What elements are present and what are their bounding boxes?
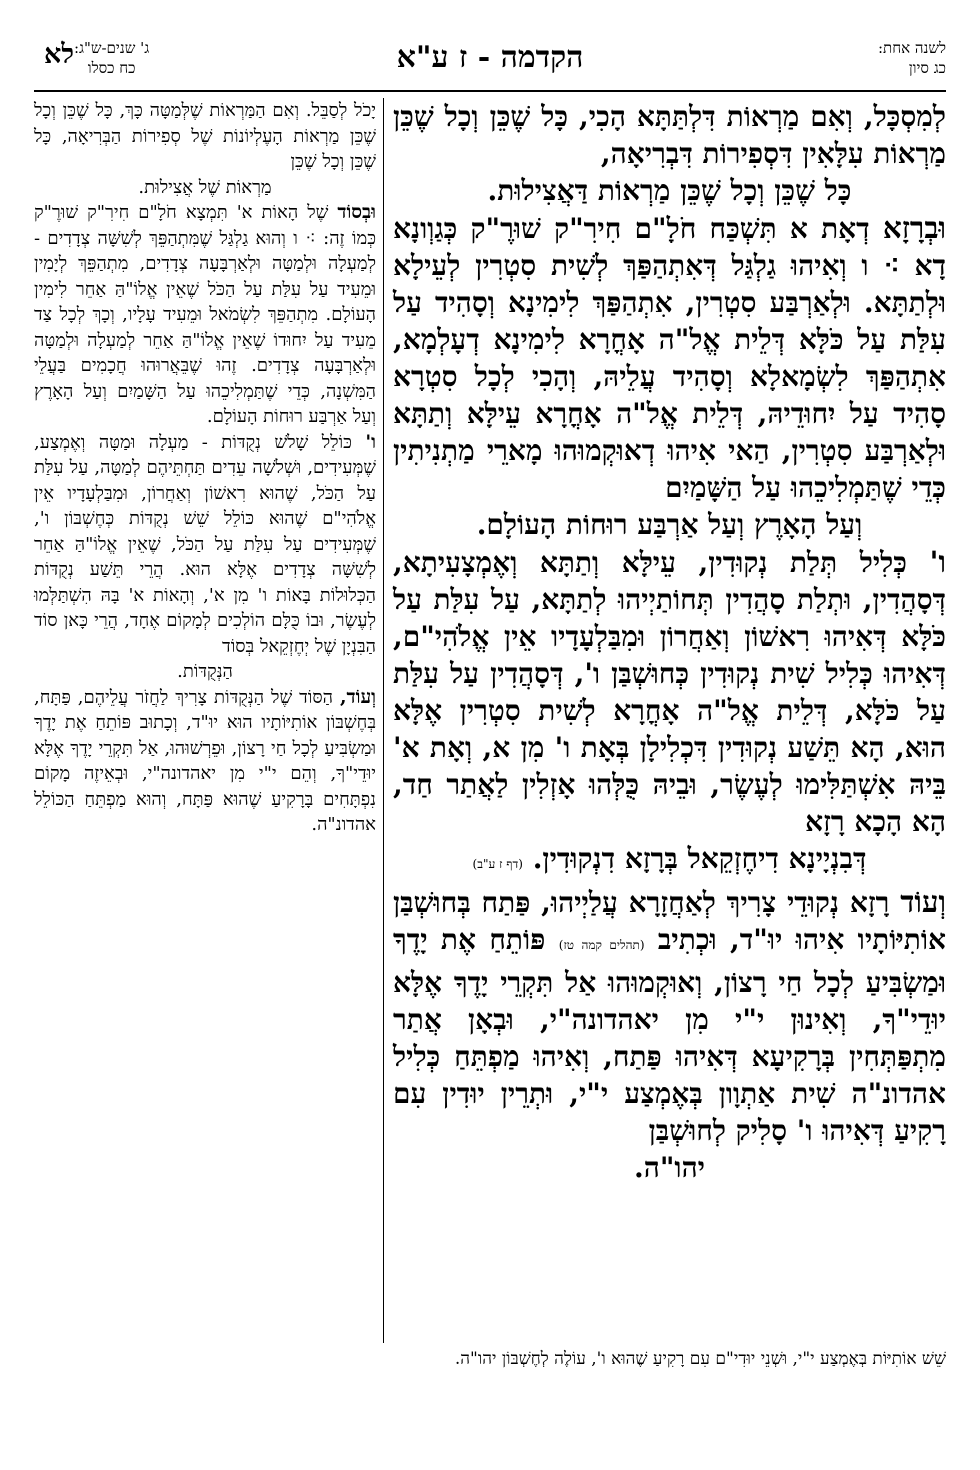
- main-paragraph-3-end-text: דְּבִנְיָינָא דִיחֶזְקֵאל בְּרָזָא דִנְקוּדִין.: [532, 842, 867, 875]
- header-folio-block: [34, 38, 149, 78]
- footnote: שֵׁשׁ אוֹתִיּוֹת בְּאֶמְצַע י"י, וּשְׁנֵי יוּדִי"ם עִם רָקִיעַ שֶׁהוּא ו', עוֹלֶה לְחֶשְׁבּוֹן יהו"ה.: [454, 1349, 946, 1369]
- main-paragraph-1-text: לְמִסְכָּל, וְאִם מַרְאוֹת דִּלְתַּתָּא הָכִי, כָּל שֶׁכֵּן וְכָל שֶׁכֵּן מַרְאוֹת עִלָּאִין דִּסְפִירוֹת דִּבְרִיאָה,: [393, 100, 946, 170]
- side-paragraph-2-lead: וּבְסוֹד: [337, 201, 376, 223]
- main-text-column: [393, 98, 946, 1186]
- main-paragraph-1-end: כָּל שֶׁכֵּן וְכָל שֶׁכֵּן מַרְאוֹת דַּאֲצִילוּת.: [487, 174, 852, 207]
- main-paragraph-4-lead: וְעוֹד: [900, 884, 946, 919]
- main-paragraph-4-continuation: פּוֹתֵחַ אֶת יָדֶךָ וּמַשְׂבִּיעַ לְכָל חַי רָצוֹן, וְאוּקְמוּהוּ אַל תִּקְרֵי יָדֶךָ אֶלָּא יוּדֵי"ךָ, וְאִינוּן י"י מִן יאהדונה"י, וּבְאָן אֲתַר מִתְפַּתְּחִין בְּרָקִיעָא דְּאִיהוּ פַּתַח, וְאִיהוּ מַפְתֵּחַ כְּלִיל אהדונ"ה שִׁית אַתְוָון בְּאֶמְצַע י"י, וּתְרֵין יוּדִין עִם רָקִיעַ דְּאִיהוּ ו' סָלִיק לְחוּשְׁבַּן: [393, 923, 946, 1147]
- page-number: לא: [44, 39, 74, 70]
- main-paragraph-4-text: רָזָא נְקוּדֵי צָרִיךְ לְאַחֲזָרָא עֲלַיְיהוּ, פַּתַח בְּחוּשְׁבַּן אוֹתִיּוֹתָיו אִיהוּ יוּ"ד, וּכְתִיב: [393, 886, 946, 956]
- side-paragraph-2: [34, 200, 376, 430]
- header-three-year-schedule: [74, 38, 149, 78]
- page-title: הקדמה - ז ע"א: [396, 40, 584, 75]
- side-paragraph-3-lead: ו': [365, 430, 376, 453]
- main-paragraph-2-text: דְאָת א תִּשְׁכַּח חֹלָ"ם חִירִ"ק שׁוּרֶ"ק כְּגַוְונָא דָא ⁖ ו וְאִיהוּ גַלְגַּל דְּאִתְהַפַּךְ לְשִׁית סִטְרִין לְעֵילָא וּלְתַתָּא. וּלְאַרְבַּע סִטְרִין, אִתְהַפַּךְ לִימִינָא וְסָהִיד עַל עִלַּת עַל כֹּלָּא דְּלֵית אֱל"ה אָחֳרָא לִימִינָא דְעָלְמָא, אִתְהַפַּךְ לִשְׂמָאלָא וְסָהִיד עֲלֵיהּ, וְהָכִי לְכָל סִטְרָא סָהִיד עַל יִחוּדֵיהּ, דְּלֵית אֱל"ה אָחֳרָא עֵילָּא וְתַתָּא וּלְאַרְבַּע סִטְרִין, הַאי אִיהוּ דְאוּקְמוּהוּ מָארֵי מַתְנִיתִין כְּדֵי שֶׁתַּמְלִיכֵהוּ עַל הַשָּׁמַיִם: [393, 212, 946, 504]
- main-paragraph-3-lead: ו': [929, 544, 946, 579]
- header-three-year-date: כח כסלו: [87, 59, 136, 77]
- side-paragraph-3: [34, 430, 376, 660]
- side-paragraph-4: [34, 685, 376, 838]
- main-paragraph-4-end: יהו"ה.: [633, 1151, 706, 1184]
- page-reference: (דף ז ע"ב): [472, 857, 523, 871]
- verse-reference: (תהלים קמה טז): [558, 938, 645, 952]
- side-paragraph-4-lead: וְעוֹד,: [339, 685, 376, 708]
- main-paragraph-2-end: וְעַל הָאָרֶץ וְעַל אַרְבַּע רוּחוֹת הָעוֹלָם.: [476, 508, 863, 541]
- header-rule: [34, 90, 946, 92]
- side-paragraph-4-text: הַסּוֹד שֶׁל הַנְּקֻדּוֹת צָרִיךְ לַחֲזֹר עֲלֵיהֶם, פַּתָּח, בְּחֶשְׁבּוֹן אוֹתִיּוֹתָיו הוּא יוּ"ד, וְכָתוּב פּוֹתֵחַ אֶת יָדֶךָ וּמַשְׂבִּיעַ לְכָל חַי רָצוֹן, וּפֵרְשׁוּהוּ, אַל תִּקְרֵי יָדֶךָ אֶלָּא יוּדֵי"ךָ, וְהֵם י"י מִן יאהדונה"י, וּבְאֵיזֶה מָקוֹם נִפְתָּחִים בָּרָקִיעַ שֶׁהוּא פַּתָּח, וְהוּא מַפְתֵּחַ הַכּוֹלֵל אהדונ"ה.: [34, 686, 376, 835]
- main-paragraph-3-end: [393, 840, 946, 883]
- main-paragraph-2-lead: וּבְרָזָא: [882, 210, 947, 245]
- main-paragraph-3: [393, 543, 946, 840]
- side-paragraph-1: יָכֹל לְסַבֵּל. וְאִם הַמַּרְאוֹת שֶׁלְּמַטָּה כָּךְ, כָּל שֶׁכֵּן וְכָל שֶׁכֵּן מַרְאוֹת הָעֶלְיוֹנוֹת שֶׁל סְפִירוֹת הַבְּרִיאָה, כָּל שֶׁכֵּן וְכָל שֶׁכֵּן: [34, 100, 376, 172]
- side-paragraph-1-end: מַרְאוֹת שֶׁל אֲצִילוּת.: [138, 176, 272, 198]
- column-divider: [383, 98, 384, 1343]
- main-paragraph-3-text: כְּלִיל תְּלַת נְקוּדִין, עֵילָּא וְתַתָּא וְאֶמְצָעִיתָא, דְּסָהֲדִין, וּתְלַת סָהֲדִין תְּחוֹתַיְיהוּ לְתַתָּא, עַל עִלַּת עַל כֹּלָּא דְּאִיהוּ רִאשׁוֹן וְאַחֲרוֹן וּמִבַּלְעָדָיו אֵין אֱלֹהִי"ם, דְּאִיהוּ כְּלִיל שִׁית נְקוּדִין כְּחוּשְׁבַּן ו', דְּסָהֲדִין עַל עִלַּת עַל כֹּלָּא, דְּלֵית אֱל"ה אָחֳרָא לְשִׁית סִטְרִין אֶלָּא הוּא, הָא תֵּשַׁע נְקוּדִין דִּכְלִילָן בְּאָת ו' מִן א, וְאָת א' בֵּיהּ אִשְׁתַּלִּימוּ לְעֶשֶׂר, וּבֵיהּ כֻּלְּהוּ אָזְלִין לַאֲתַר חַד, הָא הָכָא רָזָא: [393, 546, 946, 838]
- header-schedule-date: כג סיון: [908, 59, 946, 77]
- main-paragraph-2: [393, 209, 946, 506]
- side-paragraph-3-end: הַנְּקֻדּוֹת.: [177, 661, 233, 682]
- translation-column: [34, 98, 376, 838]
- main-paragraph-4: [393, 883, 946, 1149]
- side-paragraph-2-text: שֶׁל הָאוֹת א' תִּמְצָא חֹלָ"ם חִירִ"ק שׁוּרֶ"ק כְּמוֹ זֶה: ⁖ ו וְהוּא גַלְגַּל שֶׁמִּתְהַפֵּךְ לְשִׁשָּׁה צְדָדִים - לְמַעְלָה וּלְמַטָּה וּלְאַרְבָּעָה צְדָדִים, מִתְהַפֵּךְ לְיָמִין וּמֵעִיד עַל עִלַּת עַל הַכֹּל שֶׁאֵין אֱלוֹ"הַּ אַחֵר לִימִין הָעוֹלָם. מִתְהַפֵּךְ לִשְׂמֹאל וּמֵעִיד עָלָיו, וְכָךְ לְכָל צַד מֵעִיד עַל יִחוּדוֹ שֶׁאֵין אֱלוֹ"הַּ אַחֵר לְמַעְלָה וּלְמַטָּה וּלְאַרְבָּעָה צְדָדִים. זֶהוּ שֶׁבֵּאֲרוּהוּ חֲכָמִים בַּעֲלֵי הַמִּשְׁנָה, כְּדֵי שֶׁתַּמְלִיכֵהוּ עַל הַשָּׁמַיִם וְעַל הָאָרֶץ וְעַל אַרְבַּע רוּחוֹת הָעוֹלָם.: [34, 202, 376, 427]
- side-paragraph-3-text: כּוֹלֵל שָׁלֹשׁ נְקֻדּוֹת - מַעְלָה וּמַטָּה וְאֶמְצַע, שֶׁמְּעִידִים, וּשְׁלֹשָׁה עֵדִים תַּחְתֵּיהֶם לְמַטָּה, עַל עִלַּת עַל הַכֹּל, שֶׁהוּא רִאשׁוֹן וְאַחֲרוֹן, וּמִבַּלְעָדָיו אֵין אֱלֹהִי"ם שֶׁהוּא כּוֹלֵל שֵׁשׁ נְקֻדּוֹת כְּחֶשְׁבּוֹן ו', שֶׁמְּעִידִים עַל עִלַּת עַל הַכֹּל, שֶׁאֵין אֱלוֹ"הַּ אַחֵר לְשִׁשָּׁה צְדָדִים אֶלָּא הוּא. הֲרֵי תֵּשַׁע נְקֻדּוֹת הַכְּלוּלוֹת בָּאוֹת ו' מִן א', וְהָאוֹת א' בָּהּ הִשְׁתַּלְּמוּ לְעֶשֶׂר, וּבוֹ כֻּלָּם הוֹלְכִים לְמָקוֹם אֶחָד, הֲרֵי כָּאן סוֹד הַבִּנְיָן שֶׁל יְחֶזְקֵאל בְּסוֹד: [34, 431, 376, 657]
- header-schedule-label: לשנה אחת:: [878, 39, 946, 57]
- main-paragraph-1: [393, 98, 946, 172]
- page-header: [34, 38, 946, 92]
- header-three-year-label: ג' שנים-ש"ג:: [73, 39, 150, 57]
